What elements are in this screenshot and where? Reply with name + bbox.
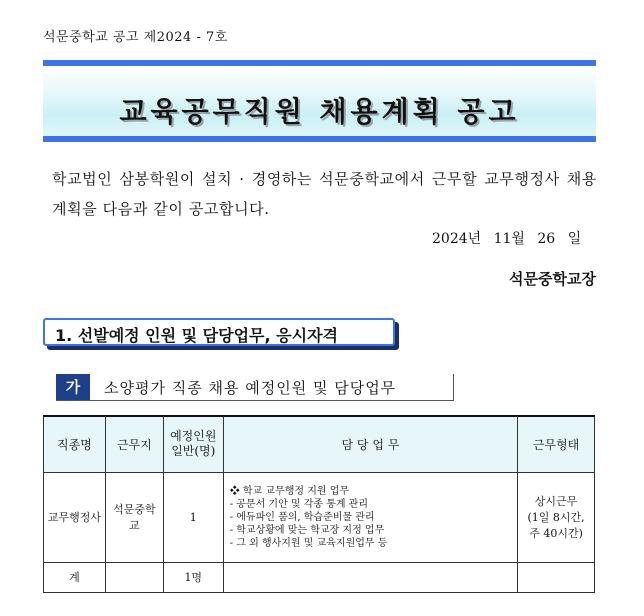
subsection-heading-box: [56, 374, 454, 401]
header-place: 근무지: [105, 416, 163, 472]
duty-item: - 그 외 행사지원 및 교육지원업무 등: [229, 537, 388, 549]
section-heading: 1. 선발예정 인원 및 담당업무, 응시자격: [55, 326, 338, 345]
total-label: 계: [44, 562, 106, 592]
signer-name: 석문중학교장: [509, 270, 596, 288]
cell-job: 교무행정사: [44, 472, 106, 562]
type-line: 주 40시간): [529, 527, 583, 540]
header-count: [163, 416, 223, 472]
duty-item: ❖ 학교 교무행정 지원 업무: [229, 485, 350, 497]
total-empty-place: [105, 562, 163, 592]
header-type: 근무형태: [518, 416, 595, 472]
header-count-line1: 예정인원: [170, 429, 217, 444]
duty-item: - 공문서 기안 및 각종 통계 관리: [229, 498, 369, 510]
cell-place: 석문중학교: [105, 472, 163, 562]
cell-count: 1: [163, 472, 223, 562]
type-line: 상시근무: [534, 495, 578, 508]
total-empty-duties: [223, 562, 517, 592]
page-title: 교육공무직원 채용계획 공고: [119, 95, 520, 128]
total-count: 1명: [163, 562, 223, 592]
header-count-line2: 일반(명): [171, 444, 216, 459]
table-row: [44, 472, 595, 562]
duty-item: - 에듀파인 품의, 학습준비물 관리: [229, 511, 375, 523]
subsection-badge: 가: [56, 374, 90, 400]
header-duties: 담 당 업 무: [223, 416, 517, 472]
document-number: 석문중학교 공고 제2024 - 7호: [43, 30, 228, 45]
cell-type: [518, 472, 595, 562]
duty-item: - 학교상황에 맞는 학교장 지정 업무: [229, 524, 385, 536]
cell-duties: [223, 472, 517, 562]
header-job: 직종명: [44, 416, 106, 472]
table-header-row: [44, 416, 595, 472]
announcement-date: 2024년 11월 26 일: [432, 231, 582, 247]
table-total-row: [44, 562, 595, 592]
intro-paragraph: 학교법인 삼봉학원이 설치 · 경영하는 석문중학교에서 근무할 교무행정사 채용계획을 다음과 같이 공고합니다.: [52, 170, 597, 218]
duty-table: [43, 415, 595, 593]
section-heading-box: [43, 318, 395, 346]
title-banner: [43, 60, 596, 142]
type-line: (1일 8시간,: [527, 511, 585, 524]
total-empty-type: [518, 562, 595, 592]
subsection-heading: 소양평가 직종 채용 예정인원 및 담당업무: [104, 379, 397, 397]
